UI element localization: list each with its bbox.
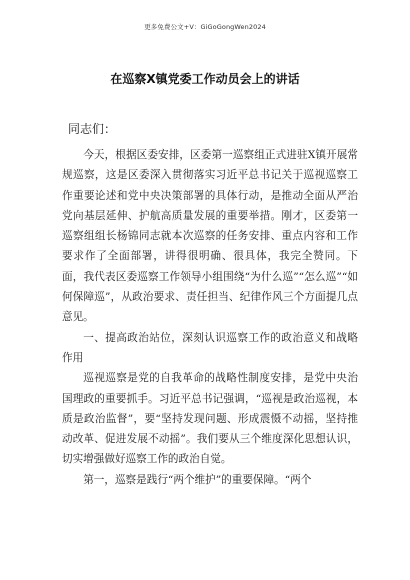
document-body	[62, 120, 358, 490]
paragraph-continued: 第一，巡察是践行“两个维护”的重要保障。“两个	[83, 473, 312, 486]
section-heading: 一、提高政治站位，深刻认识巡察工作的政治意义和战略作用	[62, 331, 358, 364]
header-note: 更多免费公文+V：GiGoGongWen2024	[144, 23, 266, 31]
document-title: 在巡察X镇党委工作动员会上的讲话	[110, 72, 300, 86]
paragraph-body: 巡视巡察是党的自我革命的战略性制度安排，是党中央治国理政的重要抓手。习近平总书记强调，“巡视是政治巡视，本质是政治监督”，要“坚持发现问题、形成震慑不动摇，坚持推动改革、促进发展不动摇”。我们要从三个维度深化思想认识，切实增强做好巡察工作的政治自觉。	[62, 372, 358, 466]
paragraph-opening: 今天，根据区委安排，区委第一巡察组正式进驻X镇开展常规巡察，这是区委深入贯彻落实习近平总书记关于巡视巡察工作重要论述和党中央决策部署的具体行动，是推动全面从严治党向基层延伸、护航高质量发展的重要举措。刚才，区委第一巡察组组长杨锦同志就本次巡察的任务安排、重点内容和工作要求作了全面部署，讲得很明确、很具体，我完全赞同。下面，我代表区委巡察工作领导小组围绕“为什么巡”“怎么巡”“如何保障巡”，从政治要求、责任担当、纪律作风三个方面提几点意见。	[62, 149, 358, 324]
salutation: 同志们：	[68, 122, 117, 136]
